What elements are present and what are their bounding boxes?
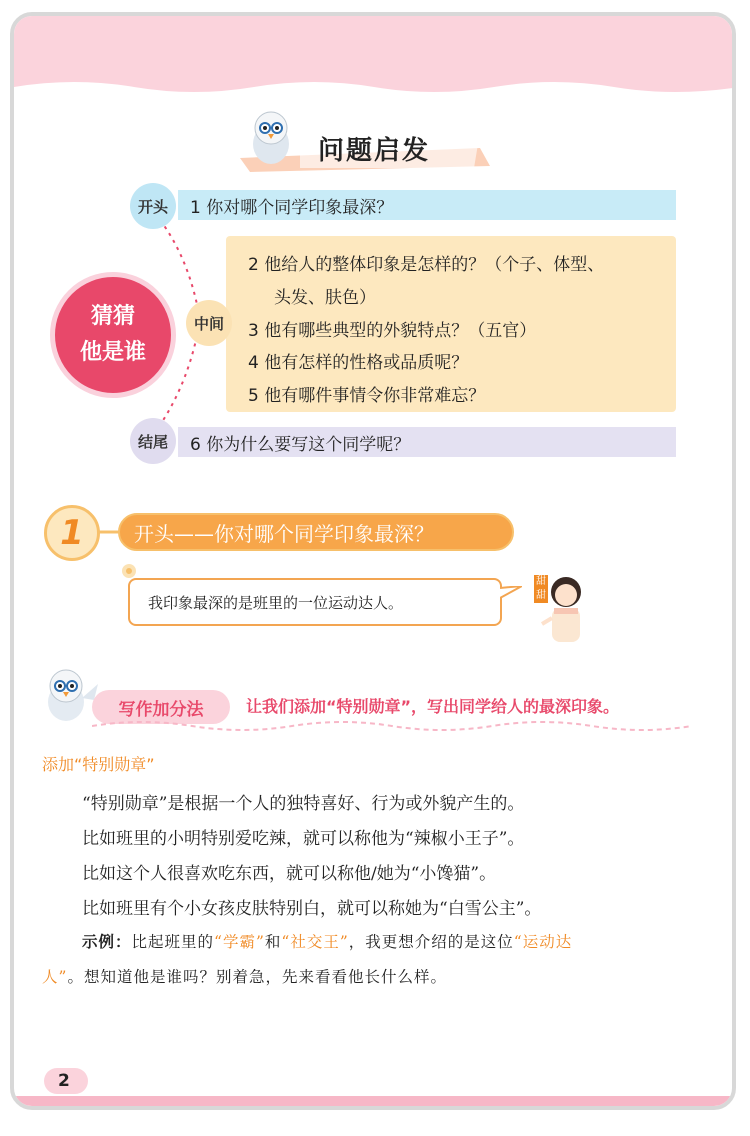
- subheading: 添加“特别勋章”: [42, 755, 155, 774]
- node-end: 结尾: [130, 418, 176, 464]
- tip-underline: [92, 718, 692, 732]
- speaker-tag: 甜甜: [536, 576, 546, 601]
- question-2-line2: 头发、肤色）: [274, 288, 376, 308]
- example-text-4: 。想知道他是谁吗？别着急，先来看看他长什么样。: [67, 968, 447, 986]
- paragraph-1: “特别勋章”是根据一个人的独特喜好、行为或外貌产生的。: [82, 794, 525, 814]
- example-text-2: 和: [264, 933, 282, 951]
- node-middle: 中间: [186, 300, 232, 346]
- section-title: 开头——你对哪个同学印象最深？: [118, 513, 514, 551]
- question-3: 3 他有哪些典型的外貌特点？（五官）: [248, 321, 537, 341]
- node-start: 开头: [130, 183, 176, 229]
- example-label: 示例：: [82, 932, 132, 951]
- mindmap-center-circle: [50, 272, 176, 398]
- question-6-bar: 6 你为什么要写这个同学呢？: [178, 427, 676, 457]
- example-highlight-4: 人”: [42, 968, 68, 986]
- page-number: 2: [44, 1068, 88, 1094]
- section-number-badge: 1: [44, 505, 100, 561]
- connector-line: [98, 528, 120, 536]
- center-line1: 猜猜: [90, 304, 135, 329]
- example-line-1: [82, 930, 572, 952]
- question-4: 4 他有怎样的性格或品质呢？: [248, 353, 469, 373]
- owl-mascot-icon: [246, 110, 296, 166]
- top-decor-band: [14, 16, 732, 96]
- tip-text: 让我们添加“特别勋章”，写出同学给人的最深印象。: [246, 697, 620, 716]
- example-text-1: 比起班里的: [131, 933, 215, 951]
- paragraph-4: 比如班里有个小女孩皮肤特别白，就可以称她为“白雪公主”。: [82, 899, 542, 919]
- question-2-line1: 2 他给人的整体印象是怎样的？（个子、体型、: [248, 255, 605, 275]
- example-text-3: ，我更想介绍的是这位: [348, 933, 514, 951]
- wave-edge: [14, 77, 736, 97]
- girl-character-icon: [540, 574, 588, 650]
- example-highlight-1: “学霸”: [214, 933, 265, 951]
- tip-label: 写作加分法: [92, 690, 230, 724]
- paragraph-2: 比如班里的小明特别爱吃辣，就可以称他为“辣椒小王子”。: [82, 829, 525, 849]
- paragraph-3: 比如这个人很喜欢吃东西，就可以称他/她为“小馋猫”。: [82, 864, 497, 884]
- example-highlight-3: “运动达: [513, 933, 573, 951]
- owl-waving-icon: [40, 664, 102, 724]
- center-line2: 他是谁: [79, 340, 146, 365]
- bottom-decor-band: [14, 1096, 732, 1106]
- speech-bubble: 我印象最深的是班里的一位运动达人。: [128, 578, 502, 626]
- example-line-2: [42, 965, 447, 987]
- page-title: 问题启发: [318, 136, 431, 166]
- example-highlight-2: “社交王”: [281, 933, 349, 951]
- question-1-bar: 1 你对哪个同学印象最深？: [178, 190, 676, 220]
- question-5: 5 他有哪件事情令你非常难忘？: [248, 386, 486, 406]
- speech-tail: [500, 586, 522, 600]
